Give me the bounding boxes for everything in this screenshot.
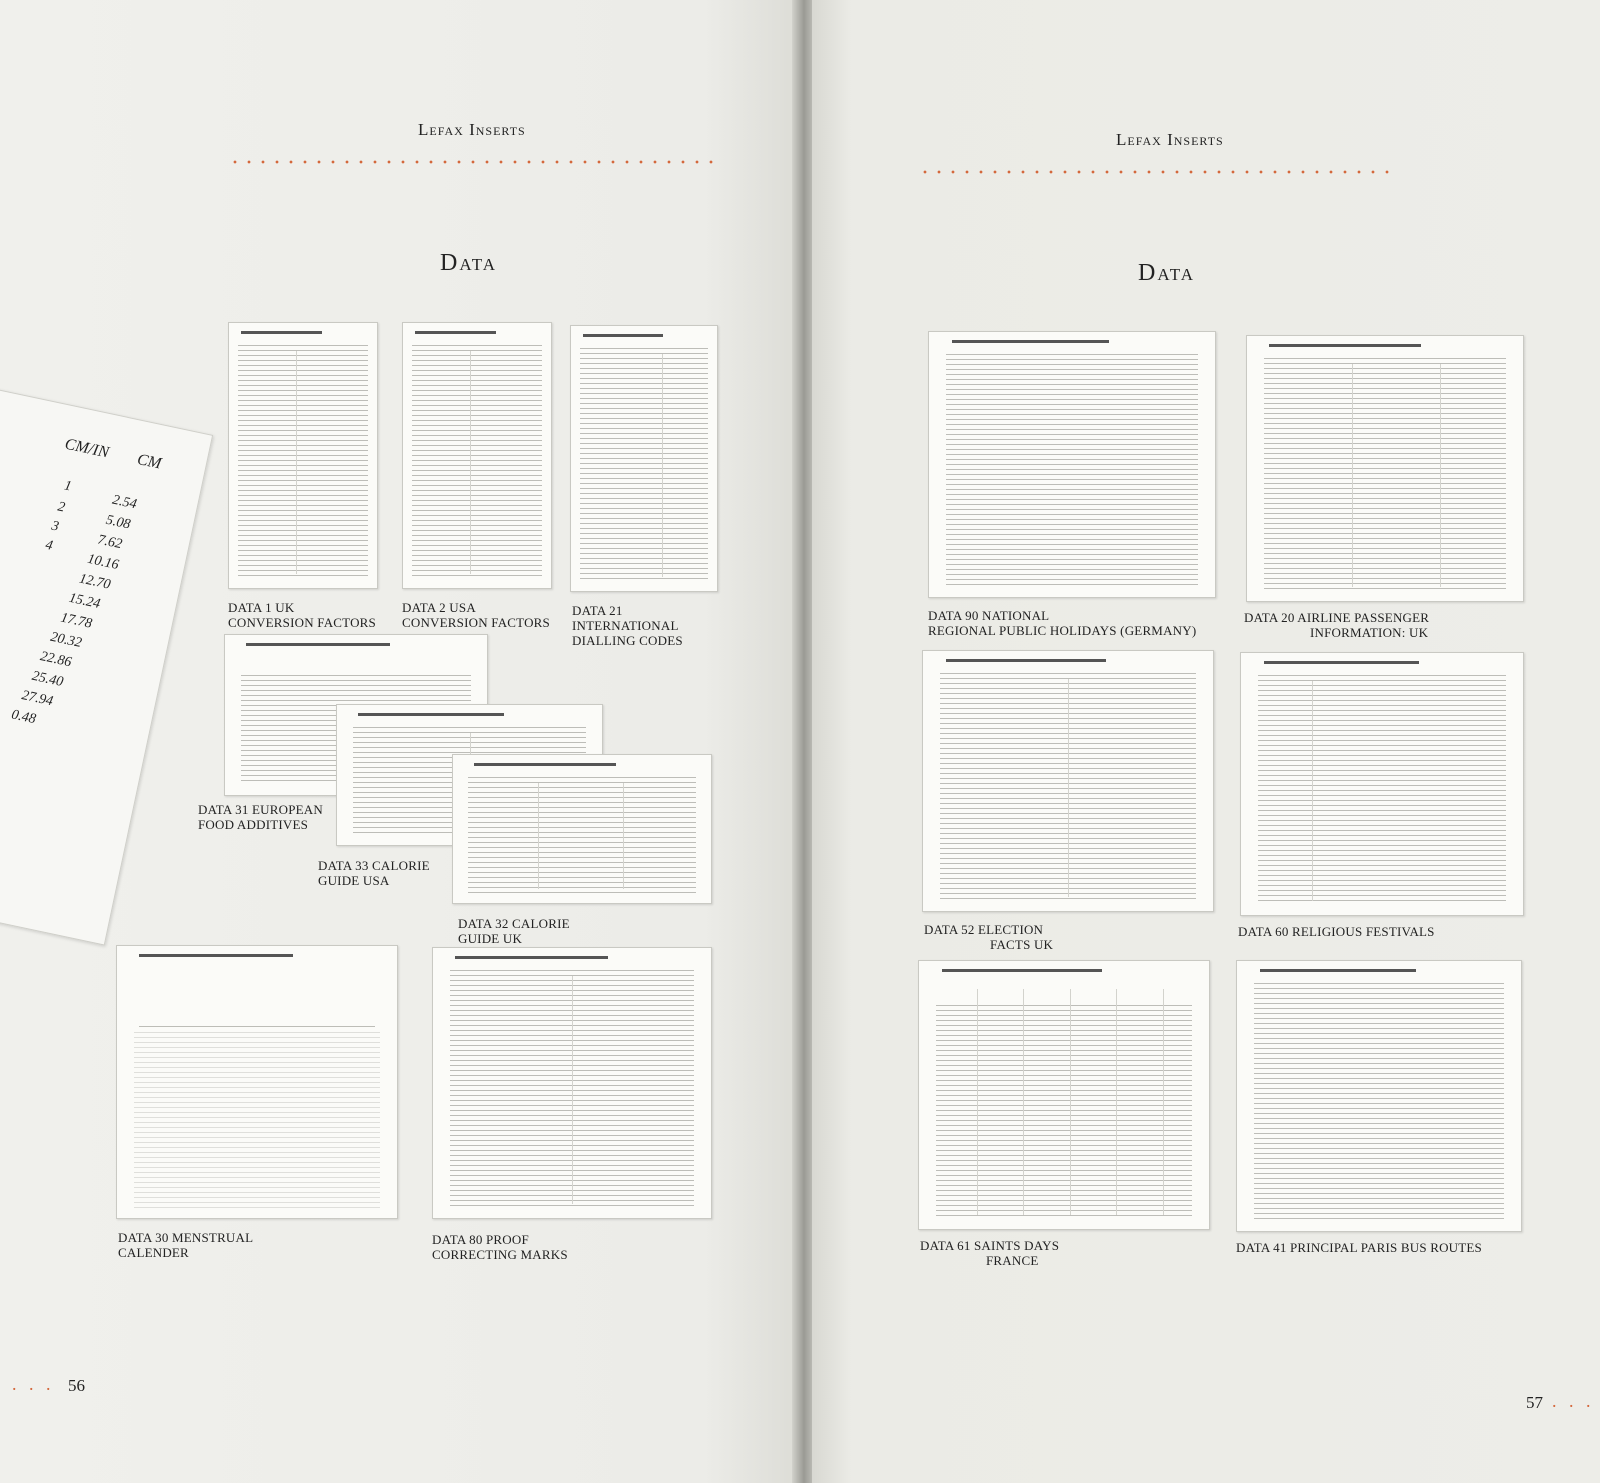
- ruler-cm-value: 27.94: [20, 688, 55, 710]
- data-80-thumbnail: [432, 947, 712, 1219]
- ruler-cm-value: 17.78: [59, 610, 94, 632]
- page-number-dots: . . .: [12, 1374, 55, 1394]
- ruler-cm-value: 5.08: [104, 512, 132, 533]
- data-90-thumbnail: [928, 331, 1216, 598]
- data-2-thumbnail: [402, 322, 552, 589]
- data-21-thumbnail: [570, 325, 718, 592]
- data-61-caption: DATA 61 SAINTS DAYS FRANCE: [920, 1238, 1060, 1268]
- ruler-cm-value: 20.32: [49, 629, 83, 652]
- header-dot-rule: [918, 170, 1398, 174]
- left-page-header: Lefax Inserts: [418, 120, 526, 139]
- ruler-inch: 3: [50, 518, 61, 535]
- data-20-caption: DATA 20 AIRLINE PASSENGER INFORMATION: UK: [1244, 610, 1430, 640]
- data-90-caption: DATA 90 NATIONAL REGIONAL PUBLIC HOLIDAYS (GERMANY): [928, 608, 1197, 638]
- ruler-inch: 1: [62, 478, 73, 495]
- data-60-thumbnail: [1240, 652, 1524, 916]
- data-2-caption: DATA 2 USA CONVERSION FACTORS: [402, 600, 550, 630]
- right-page-header: Lefax Inserts: [1116, 130, 1224, 149]
- data-21-caption: DATA 21 INTERNATIONAL DIALLING CODES: [572, 603, 683, 648]
- left-page-number: 56: [68, 1376, 85, 1395]
- data-1-thumbnail: [228, 322, 378, 589]
- data-52-caption: DATA 52 ELECTION FACTS UK: [924, 922, 1054, 952]
- right-page-number: 57: [1526, 1393, 1543, 1412]
- data-33-caption: DATA 33 CALORIE GUIDE USA: [318, 858, 430, 888]
- data-80-caption: DATA 80 PROOF CORRECTING MARKS: [432, 1232, 568, 1262]
- right-page-title: Data: [1138, 260, 1196, 286]
- conversion-ruler-card: [0, 376, 213, 945]
- ruler-heading-cm: CM: [135, 450, 163, 473]
- ruler-cm-value: 7.62: [96, 532, 124, 553]
- ruler-cm-value: 25.40: [30, 668, 65, 691]
- left-page-title: Data: [440, 250, 498, 276]
- ruler-cm-value: 15.24: [67, 590, 102, 613]
- right-page: [812, 0, 1600, 1483]
- data-30-thumbnail: [116, 945, 398, 1219]
- data-60-caption: DATA 60 RELIGIOUS FESTIVALS: [1238, 924, 1435, 939]
- ruler-cm-value: 10.16: [86, 551, 121, 574]
- data-32-thumbnail: [452, 754, 712, 904]
- data-41-thumbnail: [1236, 960, 1522, 1232]
- ruler-cm-value: 2.54: [110, 492, 138, 513]
- header-dot-rule: [228, 160, 718, 164]
- ruler-inch: 4: [44, 537, 55, 554]
- data-1-caption: DATA 1 UK CONVERSION FACTORS: [228, 600, 376, 630]
- ruler-heading-cm-in: CM/IN: [63, 435, 111, 462]
- data-52-thumbnail: [922, 650, 1214, 912]
- ruler-cm-value: 0.48: [10, 707, 38, 728]
- data-32-caption: DATA 32 CALORIE GUIDE UK: [458, 916, 570, 946]
- page-number-dots: . . .: [1552, 1391, 1595, 1411]
- ruler-inch: 2: [56, 499, 67, 516]
- ruler-cm-value: 22.86: [38, 649, 73, 671]
- data-31-caption: DATA 31 EUROPEAN FOOD ADDITIVES: [198, 802, 323, 832]
- data-30-caption: DATA 30 MENSTRUAL CALENDER: [118, 1230, 254, 1260]
- ruler-cm-value: 12.70: [77, 571, 112, 593]
- data-20-thumbnail: [1246, 335, 1524, 602]
- data-61-thumbnail: [918, 960, 1210, 1230]
- data-41-caption: DATA 41 PRINCIPAL PARIS BUS ROUTES: [1236, 1240, 1482, 1255]
